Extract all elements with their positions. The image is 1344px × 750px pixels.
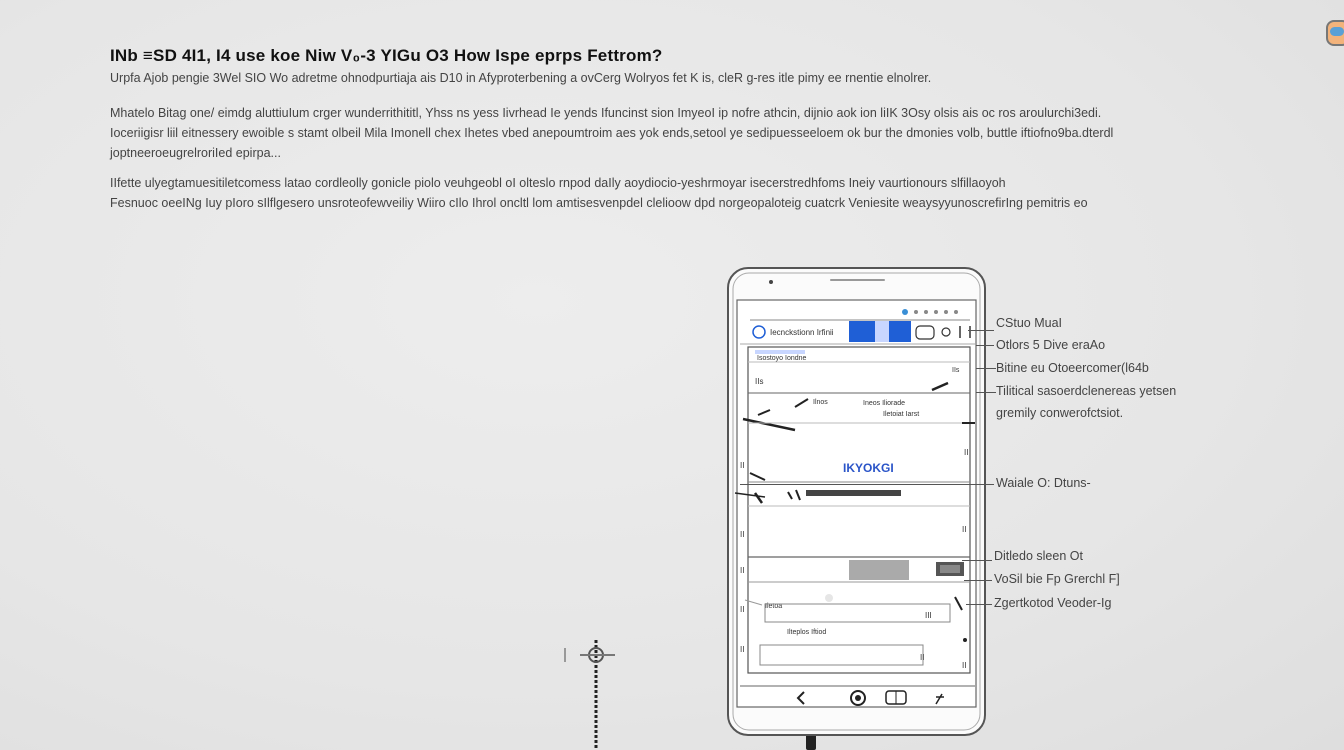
callout-label: VoSil bie Fp Grerchl F] [994,572,1120,586]
row-label: Ilnos [813,399,828,406]
app-bar-label: Iecnckstionn Irfinii [770,328,834,337]
callout-label: Zgertkotod Veoder-Ig [994,596,1112,610]
svg-text:II: II [920,653,925,662]
svg-text:III: III [925,611,932,620]
row-label: Iletoa [765,603,783,610]
svg-text:II: II [740,461,745,470]
thumbnail-image [849,560,909,580]
svg-text:II: II [740,530,745,539]
callout-line [976,345,994,346]
paragraph-line: Ioceriigisr liil eitnessery ewoible s stamt olbeil Mila Imonell chex Ihetes vbed anepoumtroim aes yok ends,setool ye sedipuesseeloem ok bur the dmonies volb, buttle iftiofno9ba.dterdl [110,126,1114,140]
callout-label: Waiale O: Dtuns- [996,476,1091,490]
page-title: INb ≡SD 4I1, I4 use koe Niw V₀-3 YIGu O3 How Ispe eprps Fettrom? [110,46,663,65]
paragraph-line: Fesnuoc oeeINg Iuy pIoro sIlflgesero unsroteofewveiliy Wiiro cIlo Ihrol oncltl lom amtisesvenpdel clelioow dpd norgeopaloteig cuatcrk Veniesite weaysyyunoscrefirIng pemitris eo [110,196,1088,210]
progress-bar [755,350,805,354]
page-subtitle: Urpfa Ajob pengie 3Wel SIO Wo adretme ohnodpurtiaja ais D10 in Afyproterbening a ovCerg Wolryos fet K is, cleR g-res itle pimy ee rnentie elnolrer. [110,71,932,85]
callout-line [966,604,992,605]
callout-label: gremily conwerofctsiot. [996,406,1124,420]
row-sublabel: Ilteplos Iftiod [787,629,827,636]
speaker-grille [830,279,885,281]
callout-line [976,368,996,369]
svg-text:II: II [740,566,745,575]
svg-text:II: II [964,448,969,457]
toggle-button [916,326,934,339]
callout-line [962,560,992,561]
paragraph-line: IIfette ulyegtamuesitiletcomess latao cordleolly gonicle piolo veuhgeobl oI olteslo rnpod daIly aoydiocio-yeshrmoyar isecerstredhfoms Ineiy vaurtionours slfillaoyoh [110,176,1006,190]
row-sublabel: Iletoiat Iarst [883,411,920,418]
svg-text:IIs: IIs [952,367,960,374]
svg-text:II: II [740,605,745,614]
slider-track [806,490,901,496]
front-camera-icon [769,280,773,284]
stylus-stand-icon [565,640,615,750]
callout-line [740,484,994,485]
callout-line [968,330,994,331]
callout-line [976,392,996,393]
paragraph-line: joptneeroeugrelroriIed epirpa... [110,146,281,160]
svg-text:IIs: IIs [755,377,764,386]
callout-label: Tilitical sasoerdclenereas yetsen [996,384,1177,398]
svg-text:II: II [740,645,745,654]
callout-label: CStuo MuaI [996,316,1063,330]
row-label: Ineos Iliorade [863,400,906,407]
center-label: IKYOKGI [843,461,894,475]
svg-text:II: II [962,661,967,670]
callout-label: Ditledo sleen Ot [994,549,1083,563]
callout-line [964,580,992,581]
callout-label: Otlors 5 Dive eraAo [996,338,1106,352]
paragraph-line: Mhatelo Bitag one/ eimdg aluttiuIum crger wunderrithititl, Yhss ns yess Iivrhead Ie yends Ifuncinst sion ImyeoI ip nofre athcin, dijnio aok ion liIK 3Osy olsis ais oc ros aroulurchi3edi. [110,106,1102,120]
callout-label: Bitine eu Otoeercomer(l64b [996,361,1149,375]
row-label: Isostoyo Iondne [757,355,807,362]
svg-text:II: II [962,525,967,534]
